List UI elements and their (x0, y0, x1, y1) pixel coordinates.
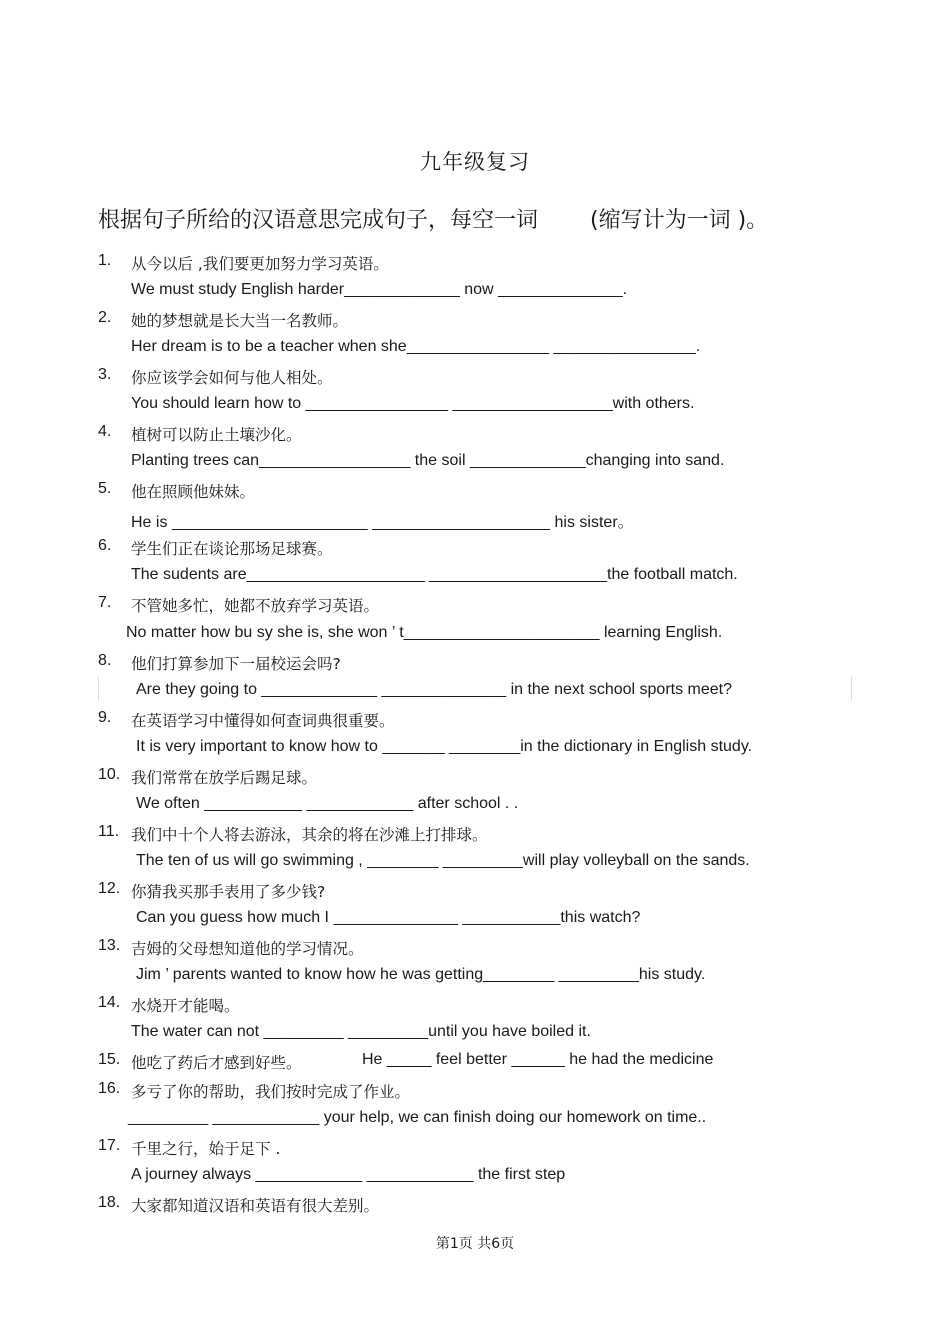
item-number: 11. (98, 823, 120, 840)
item-number: 18. (98, 1194, 121, 1211)
item-chinese: 我们中十个人将去游泳，其余的将在沙滩上打排球。 (131, 826, 488, 844)
item-chinese: 吉姆的父母想知道他的学习情况。 (131, 940, 364, 958)
list-item (0, 362, 950, 390)
list-item (0, 705, 950, 733)
item-english: The ten of us will go swimming , ________ _________will play volleyball on the sands. (136, 852, 750, 869)
item-chinese: 多亏了你的帮助，我们按时完成了作业。 (131, 1083, 411, 1101)
item-english: The sudents are____________________ ____________________the football match. (131, 566, 738, 583)
instruction (98, 203, 878, 234)
list-item (0, 876, 950, 904)
item-number: 12. (98, 880, 121, 897)
item-chinese: 从今以后 ,我们要更加努力学习英语。 (131, 255, 389, 273)
list-item-sentence (0, 620, 950, 648)
list-item-sentence (0, 1105, 950, 1133)
item-chinese: 在英语学习中懂得如何查词典很重要。 (131, 712, 395, 730)
list-item-sentence (0, 391, 950, 419)
list-item (0, 533, 950, 561)
instruction-note: (缩写计为一词 )。 (590, 208, 769, 233)
item-english: Are they going to _____________ ______________ in the next school sports meet? (136, 681, 733, 698)
list-item (0, 990, 950, 1018)
item-english: _________ ____________ your help, we can finish doing our homework on time.. (128, 1109, 707, 1126)
item-english: Can you guess how much I ______________ ___________this watch? (136, 909, 641, 926)
list-item-sentence (0, 334, 950, 362)
item-number: 1. (98, 252, 112, 269)
list-item-sentence (0, 791, 950, 819)
item-number: 14. (98, 994, 121, 1011)
list-item-sentence (0, 277, 950, 305)
item-english: No matter how bu sy she is, she won ’ t______________________ learning English. (126, 624, 723, 641)
item-english: Planting trees can_________________ the soil _____________changing into sand. (131, 452, 725, 469)
list-item-sentence (0, 734, 950, 762)
margin-mark-left (98, 677, 99, 701)
item-english: The water can not _________ _________until you have boiled it. (131, 1023, 591, 1040)
item-number: 6. (98, 537, 112, 554)
list-item-sentence (0, 505, 950, 533)
item-chinese: 水烧开才能喝。 (131, 997, 240, 1015)
item-number: 5. (98, 480, 112, 497)
list-item-sentence (0, 562, 950, 590)
instruction-main: 根据句子所给的汉语意思完成句子，每空一词 (98, 208, 539, 233)
item-english: A journey always ____________ ____________ the first step (131, 1166, 566, 1183)
item-number: 2. (98, 309, 112, 326)
list-item-sentence (0, 905, 950, 933)
item-english: Jim ’ parents wanted to know how he was getting________ _________his study. (136, 966, 706, 983)
list-item-sentence (0, 1162, 950, 1190)
list-item (0, 933, 950, 961)
item-chinese: 你应该学会如何与他人相处。 (131, 369, 333, 387)
item-english: He is ______________________ ____________________ his sister。 (131, 514, 634, 531)
list-item-sentence (0, 677, 950, 705)
margin-mark-right (851, 677, 852, 701)
item-number: 13. (98, 937, 121, 954)
page-footer: 第1页 共6页 (435, 1236, 515, 1252)
item-chinese: 学生们正在谈论那场足球赛。 (131, 540, 333, 558)
list-item (0, 419, 950, 447)
list-item-sentence (0, 1019, 950, 1047)
list-item-sentence (0, 848, 950, 876)
item-chinese: 你猜我买那手表用了多少钱? (131, 883, 326, 901)
item-chinese: 她的梦想就是长大当一名教师。 (131, 312, 349, 330)
item-chinese: 我们常常在放学后踢足球。 (131, 769, 318, 787)
item-chinese: 大家都知道汉语和英语有很大差别。 (131, 1197, 380, 1215)
item-number: 8. (98, 652, 112, 669)
list-item (0, 305, 950, 333)
item-chinese: 植树可以防止土壤沙化。 (131, 426, 302, 444)
list-item (0, 476, 950, 504)
item-number: 10. (98, 766, 121, 783)
item-chinese: 不管她多忙，她都不放弃学习英语。 (131, 597, 380, 615)
item-english: We must study English harder_____________ now ______________. (131, 281, 628, 298)
item-number: 16. (98, 1080, 121, 1097)
list-item (0, 762, 950, 790)
list-item (0, 590, 950, 618)
item-english: It is very important to know how to _______ ________in the dictionary in English study. (136, 738, 753, 755)
item-number: 4. (98, 423, 112, 440)
item-chinese: 千里之行，始于足下 . (131, 1140, 281, 1158)
item-number: 9. (98, 709, 112, 726)
item-number: 7. (98, 594, 112, 611)
list-item (0, 648, 950, 676)
list-item (0, 1076, 950, 1104)
item-number: 3. (98, 366, 112, 383)
list-item-sentence (0, 962, 950, 990)
list-item-sentence (0, 448, 950, 476)
list-item (0, 1190, 950, 1218)
item-chinese: 他们打算参加下一届校运会吗? (131, 655, 341, 673)
item-english: You should learn how to ________________ __________________with others. (131, 395, 695, 412)
item-english: We often ___________ ____________ after school . . (136, 795, 519, 812)
page-title: 九年级复习 (420, 150, 530, 174)
item-chinese: 他吃了药后才感到好些。 (131, 1054, 302, 1072)
item-chinese: 他在照顾他妹妹。 (131, 483, 256, 501)
list-item (0, 819, 950, 847)
item-english: Her dream is to be a teacher when she________________ ________________. (131, 338, 701, 355)
list-item (0, 248, 950, 276)
item-english: He _____ feel better ______ he had the medicine (362, 1051, 714, 1068)
item-number: 17. (98, 1137, 121, 1154)
item-number: 15. (98, 1051, 121, 1068)
list-item (0, 1133, 950, 1161)
list-item (0, 1047, 950, 1075)
